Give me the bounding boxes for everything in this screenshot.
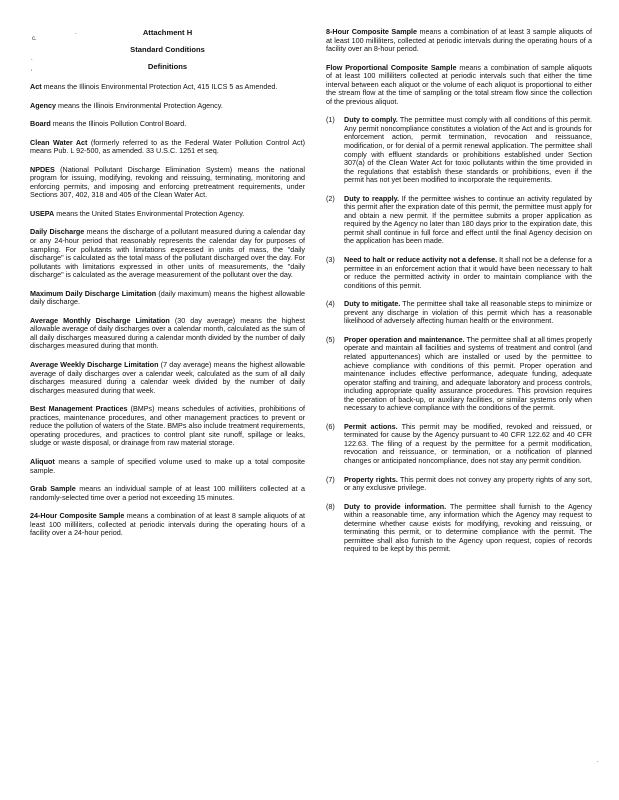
definition-bmps [30, 405, 305, 448]
condition-text: The permittee must comply with all conditions of this permit. Any permit noncompliance constitutes a violation of the Act and is grounds for enforcement action, permit termination, revocation and reissuance, modification, or for denial of a permit renewal application. The permittee shall comply with effluent standards or prohibitions established under Section 307(a) of the Clean Water Act for toxic pollutants within the time provided in the regulations that establish these standards or prohibitions, even if the permit has not yet been modified to incorporate the requirements. [344, 115, 592, 185]
margin-mark: ' [31, 70, 33, 76]
definition-usepa [30, 210, 305, 219]
definition-text: means the Illinois Environmental Protection Agency. [55, 100, 223, 110]
definition-term: NPDES [30, 164, 55, 174]
definition-24-hour-composite [30, 512, 305, 538]
condition-number: (1) [326, 115, 335, 125]
definition-text: (daily maximum) means the highest allowable daily discharge. [30, 288, 305, 307]
definition-npdes [30, 166, 305, 200]
definition-flow-proportional [326, 64, 592, 107]
definition-text: means a sample of specified volume used to make up a total composite sample. [30, 456, 305, 475]
condition-duty-to-mitigate [326, 300, 592, 326]
condition-text: It shall not be a defense for a permittee in an enforcement action that it would have been necessary to halt or reduce the permitted activity in order to maintain compliance with the conditions of this permit. [344, 255, 592, 290]
condition-duty-to-reapply [326, 195, 592, 246]
definitions-heading: Definitions [147, 62, 188, 71]
condition-text: If the permittee wishes to continue an activity regulated by this permit after the expiration date of this permit, the permittee must apply for and obtain a new permit. If the permittee submits a proper application as required by the Agency no later than 180 days prior to the expiration date, this permit shall continue in full force and effect until the final Agency decision on the application has been made. [344, 193, 593, 246]
condition-number: (4) [326, 299, 335, 309]
condition-text: This permit does not convey any property rights of any sort, or any exclusive privilege. [344, 474, 592, 493]
definition-term: Daily Discharge [30, 227, 85, 237]
condition-title: Duty to mitigate. [344, 299, 401, 309]
definition-clean-water-act [30, 139, 305, 156]
definition-daily-discharge [30, 228, 305, 279]
condition-proper-operation [326, 336, 592, 413]
condition-property-rights [326, 476, 592, 493]
definition-term: Aliquot [30, 456, 55, 466]
definition-text: means the United States Environmental Protection Agency. [54, 208, 245, 218]
definition-term: Average Monthly Discharge Limitation [30, 315, 170, 325]
definition-term: Best Management Practices [30, 404, 128, 414]
condition-text: The permittee shall furnish to the Agency within a reasonable time, any information which the Agency may request to determine whether cause exists for modifying, revoking and reissuing, or terminating this permit, or to determine compliance with the permit. The permittee shall also furnish to the Agency upon request, copies of records required to be kept by this permit. [344, 501, 592, 554]
definition-term: Act [30, 82, 42, 91]
definition-term: Clean Water Act [30, 137, 88, 147]
definition-term: Maximum Daily Discharge Limitation [30, 288, 157, 298]
definition-term: USEPA [30, 208, 55, 218]
definition-text: means the Illinois Pollution Control Board. [50, 119, 187, 129]
definition-term: Average Weekly Discharge Limitation [30, 360, 159, 370]
definition-maximum-daily [30, 290, 305, 307]
condition-number: (6) [326, 421, 335, 431]
definition-term: Flow Proportional Composite Sample [326, 62, 457, 72]
right-column [326, 28, 592, 564]
definition-agency [30, 102, 305, 111]
condition-title: Property rights. [344, 474, 398, 484]
condition-number: (8) [326, 501, 335, 511]
condition-number: (5) [326, 334, 335, 344]
condition-number: (7) [326, 474, 335, 484]
attachment-title: Attachment H [142, 28, 193, 37]
condition-duty-to-provide-information [326, 503, 592, 554]
condition-text: This permit may be modified, revoked and reissued, or terminated for cause by the Agency pursuant to 40 CFR 122.62 and 40 CFR 122.63. The filing of a request by the permittee for a permit modification, revocation and reissuance, or termination, or a notification of planned changes or anticipated noncompliance, does not stay any permit condition. [344, 421, 592, 465]
definition-text: means the discharge of a pollutant measured during a calendar day or any 24-hour period that reasonably represents the calendar day for purposes of sampling. For pollutants with limitations expressed in units of mass, the "daily discharge" is calculated as the total mass of the pollutant discharged over the day. For pollutants with limitations expressed in other units of measurements, the "daily discharge" is calculated as the average measurement of the pollutant over the day. [30, 227, 305, 280]
definition-average-monthly [30, 317, 305, 351]
definition-aliquot [30, 458, 305, 475]
margin-mark: c. [32, 36, 37, 42]
condition-number: (2) [326, 193, 335, 203]
condition-title: Need to halt or reduce activity not a defense. [344, 255, 498, 265]
condition-title: Duty to reapply. [344, 193, 400, 203]
definition-text: means a combination of sample aliquots of at least 100 milliliters collected at periodic intervals such that either the time interval between each aliquot or the volume of each aliquot is proportional to either the stream flow at the time of sampling or the total stream flow since the collection of the previous aliquot. [326, 62, 593, 106]
standard-conditions-heading: Standard Conditions [130, 45, 205, 54]
condition-text: The permittee shall at all times properly operate and maintain all facilities and systems of treatment and control (and related appurtenances) which are installed or used by the permittee to achieve compliance with conditions of this permit. Proper operation and maintenance includes effective performance, adequate funding, adequate operator staffing and training, and adequate laboratory and process controls, including appropriate quality assurance procedures. This provision requires the operation of back-up, or auxiliary facilities, or similar systems only when necessary to achieve compliance with the conditions of the permit. [344, 334, 592, 413]
condition-title: Permit actions. [344, 421, 398, 431]
left-column [30, 28, 305, 548]
definition-term: 24-Hour Composite Sample [30, 511, 125, 521]
definition-text: means an individual sample of at least 100 milliliters collected at a randomly-selected time over a period not exceeding 15 minutes. [30, 484, 305, 502]
definition-term: Board [30, 119, 51, 129]
margin-mark: . [597, 758, 599, 764]
definition-act [30, 83, 305, 92]
definition-text: (30 day average) means the highest allowable average of daily discharges over a calendar month, calculated as the sum of all daily discharges measured during a calendar month divided by the number of daily discharges measured during that month. [30, 315, 305, 351]
definition-term: Agency [30, 100, 56, 110]
definition-board [30, 120, 305, 129]
condition-permit-actions [326, 423, 592, 466]
definition-grab-sample [30, 485, 305, 502]
margin-mark: . [31, 56, 33, 62]
condition-text: The permittee shall take all reasonable steps to minimize or prevent any discharge in violation of this permit which has a reasonable likelihood of adversely affecting human health or the environment. [344, 299, 592, 326]
condition-title: Duty to comply. [344, 115, 398, 125]
definition-8-hour-composite [326, 28, 592, 54]
definition-text: (formerly referred to as the Federal Water Pollution Control Act) means Pub. L 92-500, as amended. 33 U.S.C. 1251 et seq. [30, 137, 305, 156]
condition-title: Duty to provide information. [344, 501, 447, 511]
condition-need-to-halt [326, 256, 592, 290]
condition-duty-to-comply [326, 116, 592, 184]
definition-text: means a combination of at least 3 sample aliquots of at least 100 milliliters, collected at periodic intervals during the operating hours of a facility over an 8-hour period. [326, 27, 592, 54]
margin-mark: . [75, 30, 77, 36]
definition-text: means a combination of at least 8 sample aliquots of at least 100 milliliters, collected at periodic intervals during the operating hours of a facility over a 24-hour period. [30, 511, 305, 538]
definition-term: 8-Hour Composite Sample [326, 27, 417, 36]
definition-average-weekly [30, 361, 305, 395]
definition-text: (National Pollutant Discharge Elimination System) means the national program for issuing, modifying, revoking and reissuing, terminating, monitoring and enforcing permits, and imposing and enforcing pretreatment requirements, under Sections 307, 402, 318 and 405 of the Clean Water Act. [30, 164, 305, 200]
definition-text: means the Illinois Environmental Protection Act, 415 ILCS 5 as Amended. [41, 82, 278, 91]
definition-text: (7 day average) means the highest allowable average of daily discharges over a calendar week, calculated as the sum of all daily discharges measured during a calendar week divided by the number of daily discharges measured during that week. [30, 360, 305, 395]
definition-term: Grab Sample [30, 484, 76, 494]
definition-text: (BMPs) means schedules of activities, prohibitions of practices, maintenance procedures, and other management practices to prevent or reduce the pollution of waters of the State. BMPs also include treatment requirements, operating procedures, and practices to control plant site runoff, spillage or leaks, sludge or waste disposal, or drainage from raw material storage. [30, 404, 305, 448]
condition-title: Proper operation and maintenance. [344, 334, 465, 344]
condition-number: (3) [326, 255, 335, 265]
